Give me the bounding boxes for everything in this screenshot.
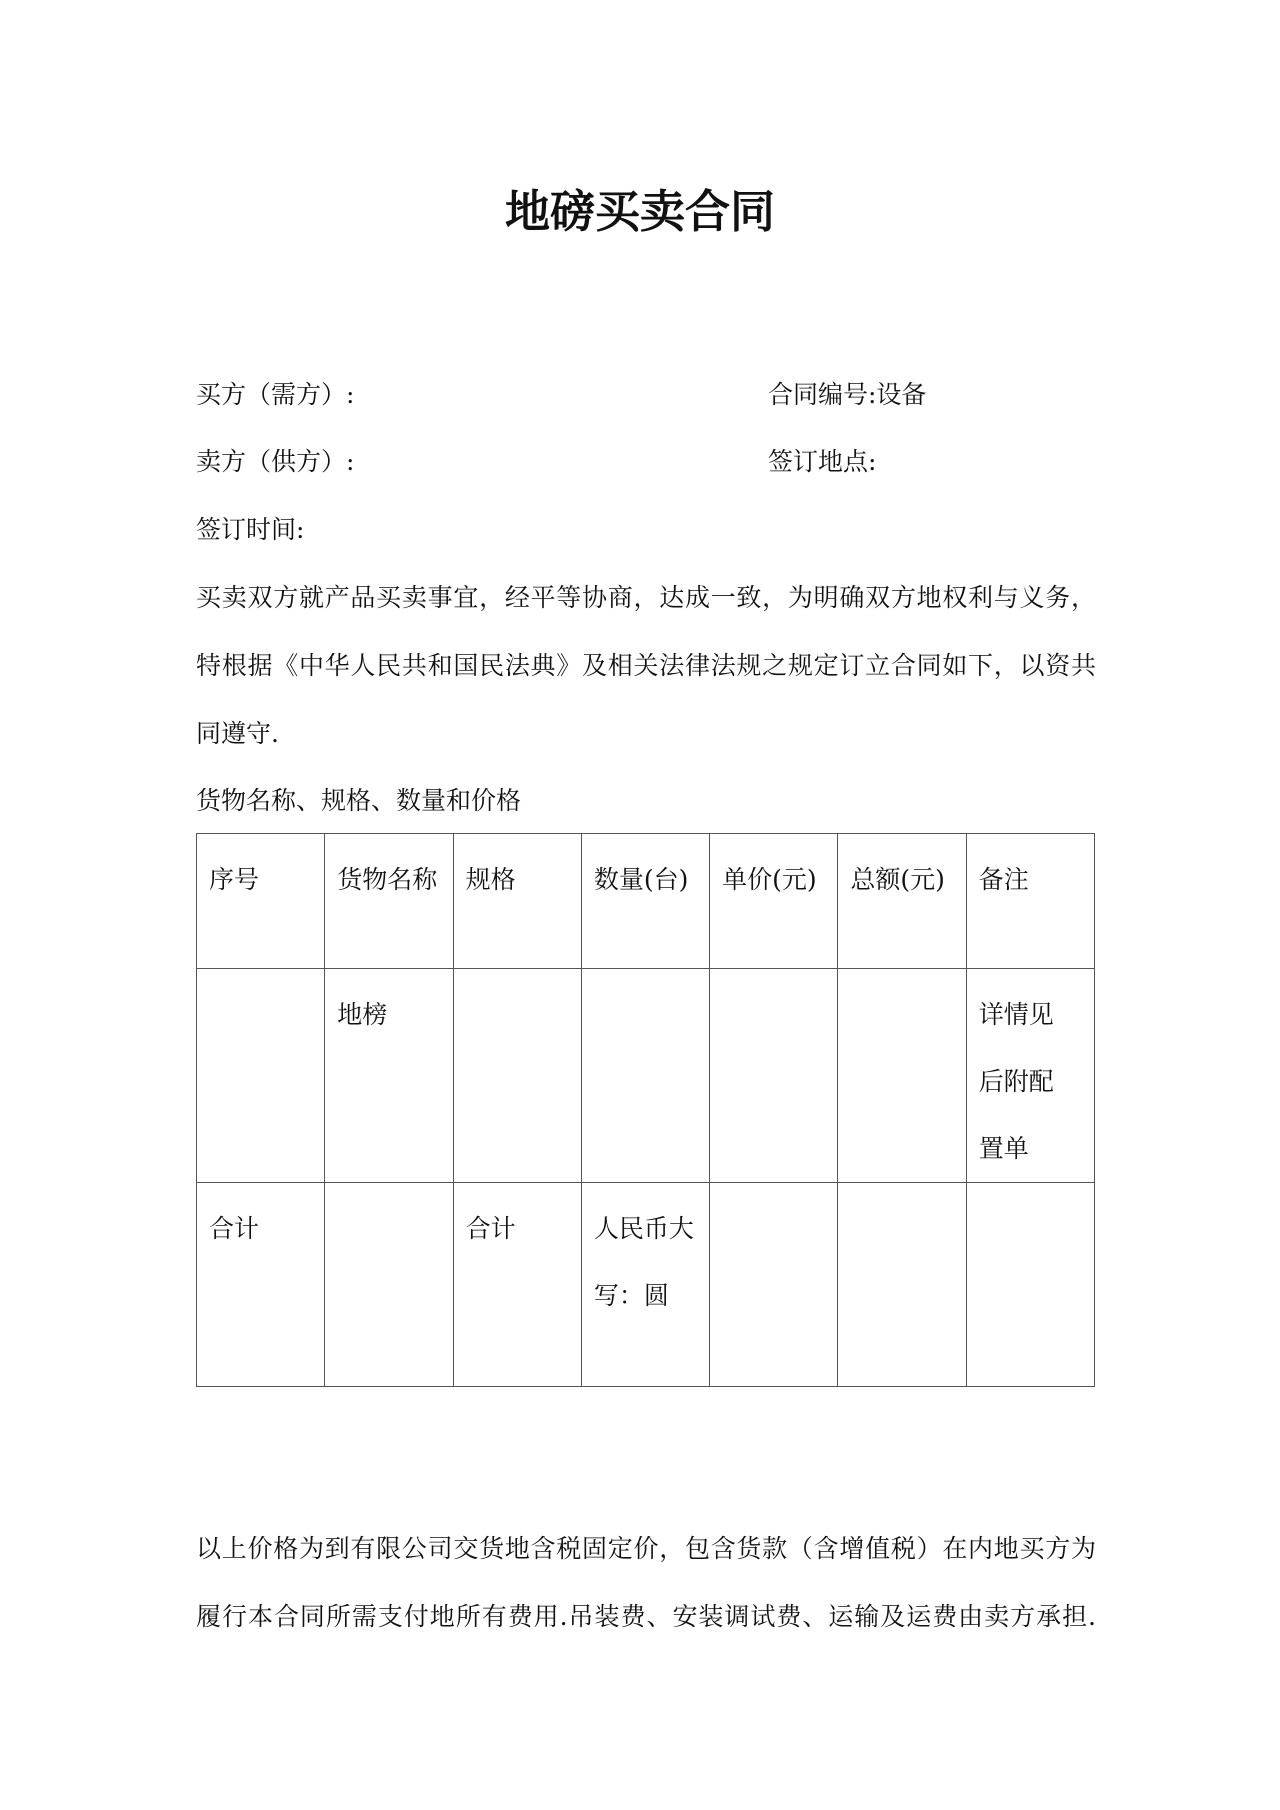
closing-line: 履行本合同所需支付地所有费用.吊装费、安装调试费、运输及运费由卖方承担.: [196, 1602, 1096, 1631]
amount-line: 写：圆: [593, 1281, 669, 1310]
intro-line: 特根据《中华人民共和国民法典》及相关法律法规之规定订立合同如下，以资共: [196, 651, 1096, 680]
cell-total-label: 合计: [197, 1183, 325, 1387]
signing-place-label: 签订地点:: [768, 447, 877, 476]
table-total-row: [197, 1183, 1095, 1387]
cell: [710, 1183, 838, 1387]
header-cell: 备注: [966, 834, 1094, 969]
goods-table: [196, 833, 1095, 1387]
cell: [710, 969, 838, 1183]
note-line: 后附配: [978, 1067, 1054, 1096]
cell-total-label: 合计: [453, 1183, 581, 1387]
header-cell: 规格: [453, 834, 581, 969]
cell: [325, 1183, 453, 1387]
buyer-label: 买方（需方）:: [196, 380, 355, 409]
table-row: [197, 969, 1095, 1183]
header-cell: 单价(元): [710, 834, 838, 969]
note-line: 置单: [978, 1134, 1029, 1163]
note-line: 详情见: [978, 1000, 1054, 1029]
cell: [581, 969, 709, 1183]
closing-paragraph: [196, 1515, 1096, 1651]
cell-goods-name: 地榜: [325, 969, 453, 1183]
cell: [966, 1183, 1094, 1387]
header-cell: 货物名称: [325, 834, 453, 969]
intro-line: 同遵守.: [196, 719, 279, 748]
cell: [453, 969, 581, 1183]
cell: [838, 1183, 966, 1387]
document-title: 地磅买卖合同: [504, 185, 775, 238]
closing-line: 以上价格为到有限公司交货地含税固定价，包含货款（含增值税）在内地买方为: [196, 1534, 1096, 1563]
signing-time-label: 签订时间:: [196, 515, 305, 544]
seller-label: 卖方（供方）:: [196, 447, 355, 476]
table-header-row: [197, 834, 1095, 969]
cell-note: [966, 969, 1094, 1183]
intro-paragraph: [196, 564, 1096, 768]
cell: [838, 969, 966, 1183]
cell-amount-words: [581, 1183, 709, 1387]
header-cell: 序号: [197, 834, 325, 969]
cell: [197, 969, 325, 1183]
section-heading: 货物名称、规格、数量和价格: [196, 786, 522, 815]
amount-line: 人民币大: [593, 1214, 694, 1243]
contract-number-label: 合同编号:设备: [768, 380, 927, 409]
header-cell: 数量(台): [581, 834, 709, 969]
intro-line: 买卖双方就产品买卖事宜，经平等协商，达成一致，为明确双方地权利与义务，: [196, 583, 1096, 612]
header-cell: 总额(元): [838, 834, 966, 969]
